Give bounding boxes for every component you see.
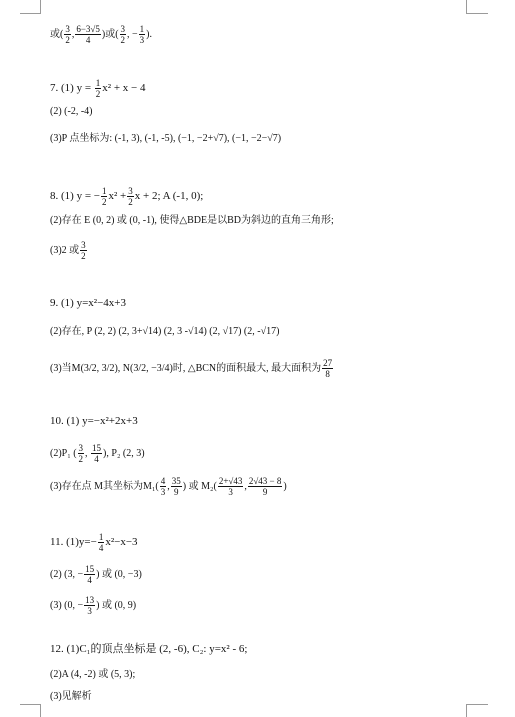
fraction: $\frac{15}{4}$ — [85, 564, 95, 585]
fraction: $\frac{35}{9}$ — [171, 476, 181, 497]
fraction: $\frac{1}{2}$ — [101, 186, 107, 207]
crop-mark-top-left-h — [20, 13, 40, 14]
crop-mark-top-left — [40, 0, 41, 14]
coordinate: (3/2, −3/4) — [130, 362, 173, 374]
q12-part1: 12. (1)C₁的顶点坐标是 (2, -6), C₂: y=x² - 6; — [50, 643, 248, 655]
intro-text: ). — [146, 28, 153, 40]
coordinate: (−1, −2+√7) — [177, 133, 228, 144]
fraction: $\frac{3}{2}$ — [65, 24, 70, 45]
crop-mark-bottom-right-h — [466, 704, 488, 705]
crop-mark-bottom-left — [40, 704, 41, 717]
q8-part3: (3)2 或 $\frac{3}{2}$ — [50, 240, 86, 261]
fraction: $\frac{6-3√5}{4}$ — [76, 24, 100, 45]
q11-part3: (3) (0, − $\frac{13}{3}$ ) 或 (0, 9) — [50, 595, 137, 616]
coordinate: (3/2, 3/2) — [80, 362, 118, 374]
q10-part2: (2)P₁ ( $\frac{3}{2}$ , $\frac{15}{4}$ ), P₂ (2, 3) — [50, 443, 145, 464]
q12-part3: (3)见解析 — [50, 691, 92, 702]
q9-part1: 9. (1) y=x²−4x+3 — [50, 297, 126, 309]
fraction: $\frac{1}{4}$ — [98, 532, 104, 553]
q9-part2: (2)存在, P (2, 2) (2, 3+√14) (2, 3 -√14) (2, √17) (2, -√17) — [50, 326, 280, 337]
intro-text: )或( — [101, 28, 119, 40]
fraction: $\frac{4}{3}$ — [160, 476, 166, 497]
fraction: $\frac{3}{2}$ — [128, 186, 133, 207]
q8-part1: 8. (1) y = − $\frac{1}{2}$ x² + $\frac{3}{2}$ x + 2; A (-1, 0); — [50, 186, 204, 207]
crop-mark-top-right-h — [466, 13, 488, 14]
fraction: $\frac{1}{2}$ — [95, 78, 101, 99]
intro-line: 或( $\frac{3}{2}$ , $\frac{6-3√5}{4}$ )或( $\frac{3}{2}$ , − $\frac{1}{3}$ ). — [50, 24, 153, 45]
fraction: $\frac{3}{2}$ — [78, 443, 84, 464]
fraction: $\frac{2+√43}{3}$ — [218, 476, 243, 497]
fraction: $\frac{15}{4}$ — [92, 443, 102, 464]
q12-part2: (2)A (4, -2) 或 (5, 3); — [50, 669, 136, 680]
fraction: $\frac{27}{8}$ — [323, 358, 333, 379]
crop-mark-bottom-right — [466, 704, 467, 717]
q11-part1: 11. (1)y=− $\frac{1}{4}$ x²−x−3 — [50, 532, 138, 553]
fraction: $\frac{13}{3}$ — [85, 595, 95, 616]
crop-mark-bottom-left-h — [20, 704, 40, 705]
intro-text: 或( — [50, 28, 64, 40]
fraction: $\frac{1}{3}$ — [139, 24, 145, 45]
q10-part3: (3)存在点 M其坐标为M₁( $\frac{4}{3}$ , $\frac{35}{9}$ ) 或 M₂( $\frac{2+√43}{3}$ , $\frac{2√43 - 8}{9}$ ) — [50, 476, 287, 497]
fraction: $\frac{3}{2}$ — [81, 240, 86, 261]
q7-part1: 7. (1) y = $\frac{1}{2}$ x² + x − 4 — [50, 78, 146, 99]
q8-part2: (2)存在 E (0, 2) 或 (0, -1), 使得△BDE是以BD为斜边的直角三角形; — [50, 215, 334, 226]
fraction: $\frac{3}{2}$ — [120, 24, 126, 45]
q11-part2: (2) (3, − $\frac{15}{4}$ ) 或 (0, −3) — [50, 564, 142, 585]
q9-part3: (3)当M(3/2, 3/2), N(3/2, −3/4)时, △BCN的面积最大, 最大面积为 $\frac{27}{8}$ — [50, 358, 333, 379]
q10-part1: 10. (1) y=−x²+2x+3 — [50, 415, 138, 427]
q7-part2: (2) (-2, -4) — [50, 106, 93, 117]
fraction: $\frac{2√43 - 8}{9}$ — [248, 476, 282, 497]
crop-mark-top-right — [466, 0, 467, 14]
coordinate: (−1, −2−√7) — [232, 133, 282, 144]
q7-part3: (3)P 点坐标为: (-1, 3), (-1, -5), (−1, −2+√7), (−1, −2−√7) — [50, 133, 282, 144]
